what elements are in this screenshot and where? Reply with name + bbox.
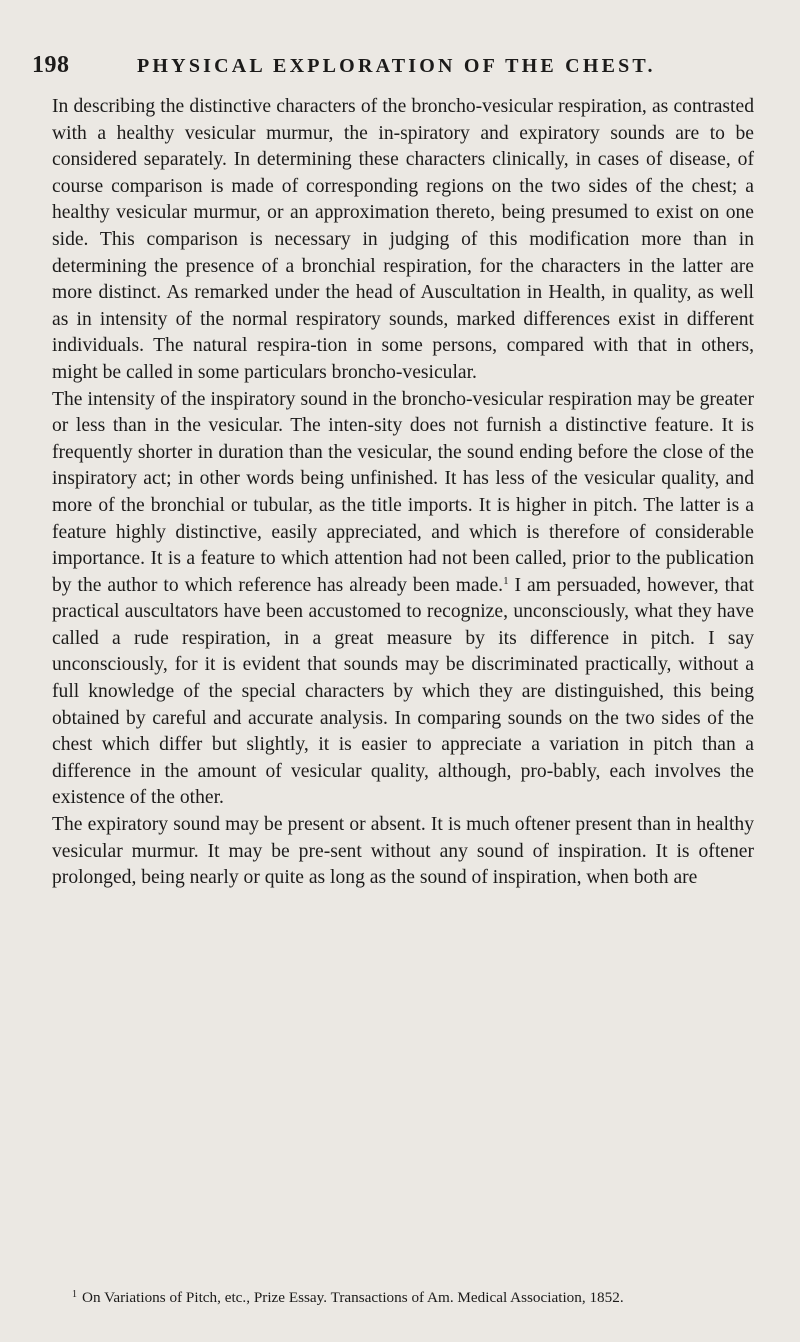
- footnote-mark: 1: [72, 1289, 77, 1300]
- footnote-text: On Variations of Pitch, etc., Prize Essay. Transactions of Am. Medical Association, 1852.: [82, 1289, 624, 1306]
- running-title: PHYSICAL EXPLORATION OF THE CHEST.: [137, 55, 656, 77]
- paragraph-3: The expiratory sound may be present or absent. It is much oftener present than in healthy vesicular murmur. It may be pre-sent without any sound of inspiration. It is oftener prolonged, being nearly or quite as long as the sound of inspiration, when both are: [52, 814, 754, 889]
- paragraph-2-text-b: I am persuaded, however, that practical auscultators have been accustomed to recognize, unconsciously, what they have called a rude respiration, in a great measure by its difference in pitch. I say unconsciously, for it is evident that sounds may be discriminated practically, without a full knowledge of the special characters by which they are distinguished, this being obtained by careful and accurate analysis. In comparing sounds on the two sides of the chest which differ but slightly, it is easier to appreciate a variation in pitch than a difference in the amount of vesicular quality, although, pro-bably, each involves the existence of the other.: [52, 574, 754, 809]
- footnote-entry: [52, 1284, 754, 1308]
- paragraph-2-text-a: The intensity of the inspiratory sound in the broncho-vesicular respiration may be greater or less than in the vesicular. The inten-sity does not furnish a distinctive feature. It is frequently shorter in duration than the vesicular, the sound ending before the close of the inspiratory act; in other words being unfinished. It has less of the vesicular quality, and more of the bronchial or tubular, as the title imports. It is higher in pitch. The latter is a feature highly distinctive, easily appreciated, and which is therefore of considerable importance. It is a feature to which attention had not been called, prior to the publication by the author to which reference has already been made.: [52, 388, 754, 596]
- page-number: 198: [32, 52, 70, 78]
- paragraph-1: In describing the distinctive characters of the broncho-vesicular respiration, as contrasted with a healthy vesicular murmur, the in-spiratory and expiratory sounds are to be considered separately. In determining these characters clinically, in cases of disease, of course comparison is made of corresponding regions on the two sides of the chest; a healthy vesicular murmur, or an approximation thereto, being presumed to exist on one side. This comparison is necessary in judging of this modification more than in determining the presence of a bronchial respiration, for the characters in the latter are more distinct. As remarked under the head of Auscultation in Health, in quality, as well as in intensity of the normal respiratory sounds, marked differences exist in different individuals. The natural respira-tion in some persons, compared with that in others, might be called in some particulars broncho-vesicular.: [52, 96, 754, 383]
- paragraph-2: [52, 387, 754, 813]
- footnote-reference: 1: [503, 574, 509, 587]
- running-head: [32, 52, 772, 82]
- body-text: [52, 94, 754, 892]
- footnote: [52, 1284, 754, 1308]
